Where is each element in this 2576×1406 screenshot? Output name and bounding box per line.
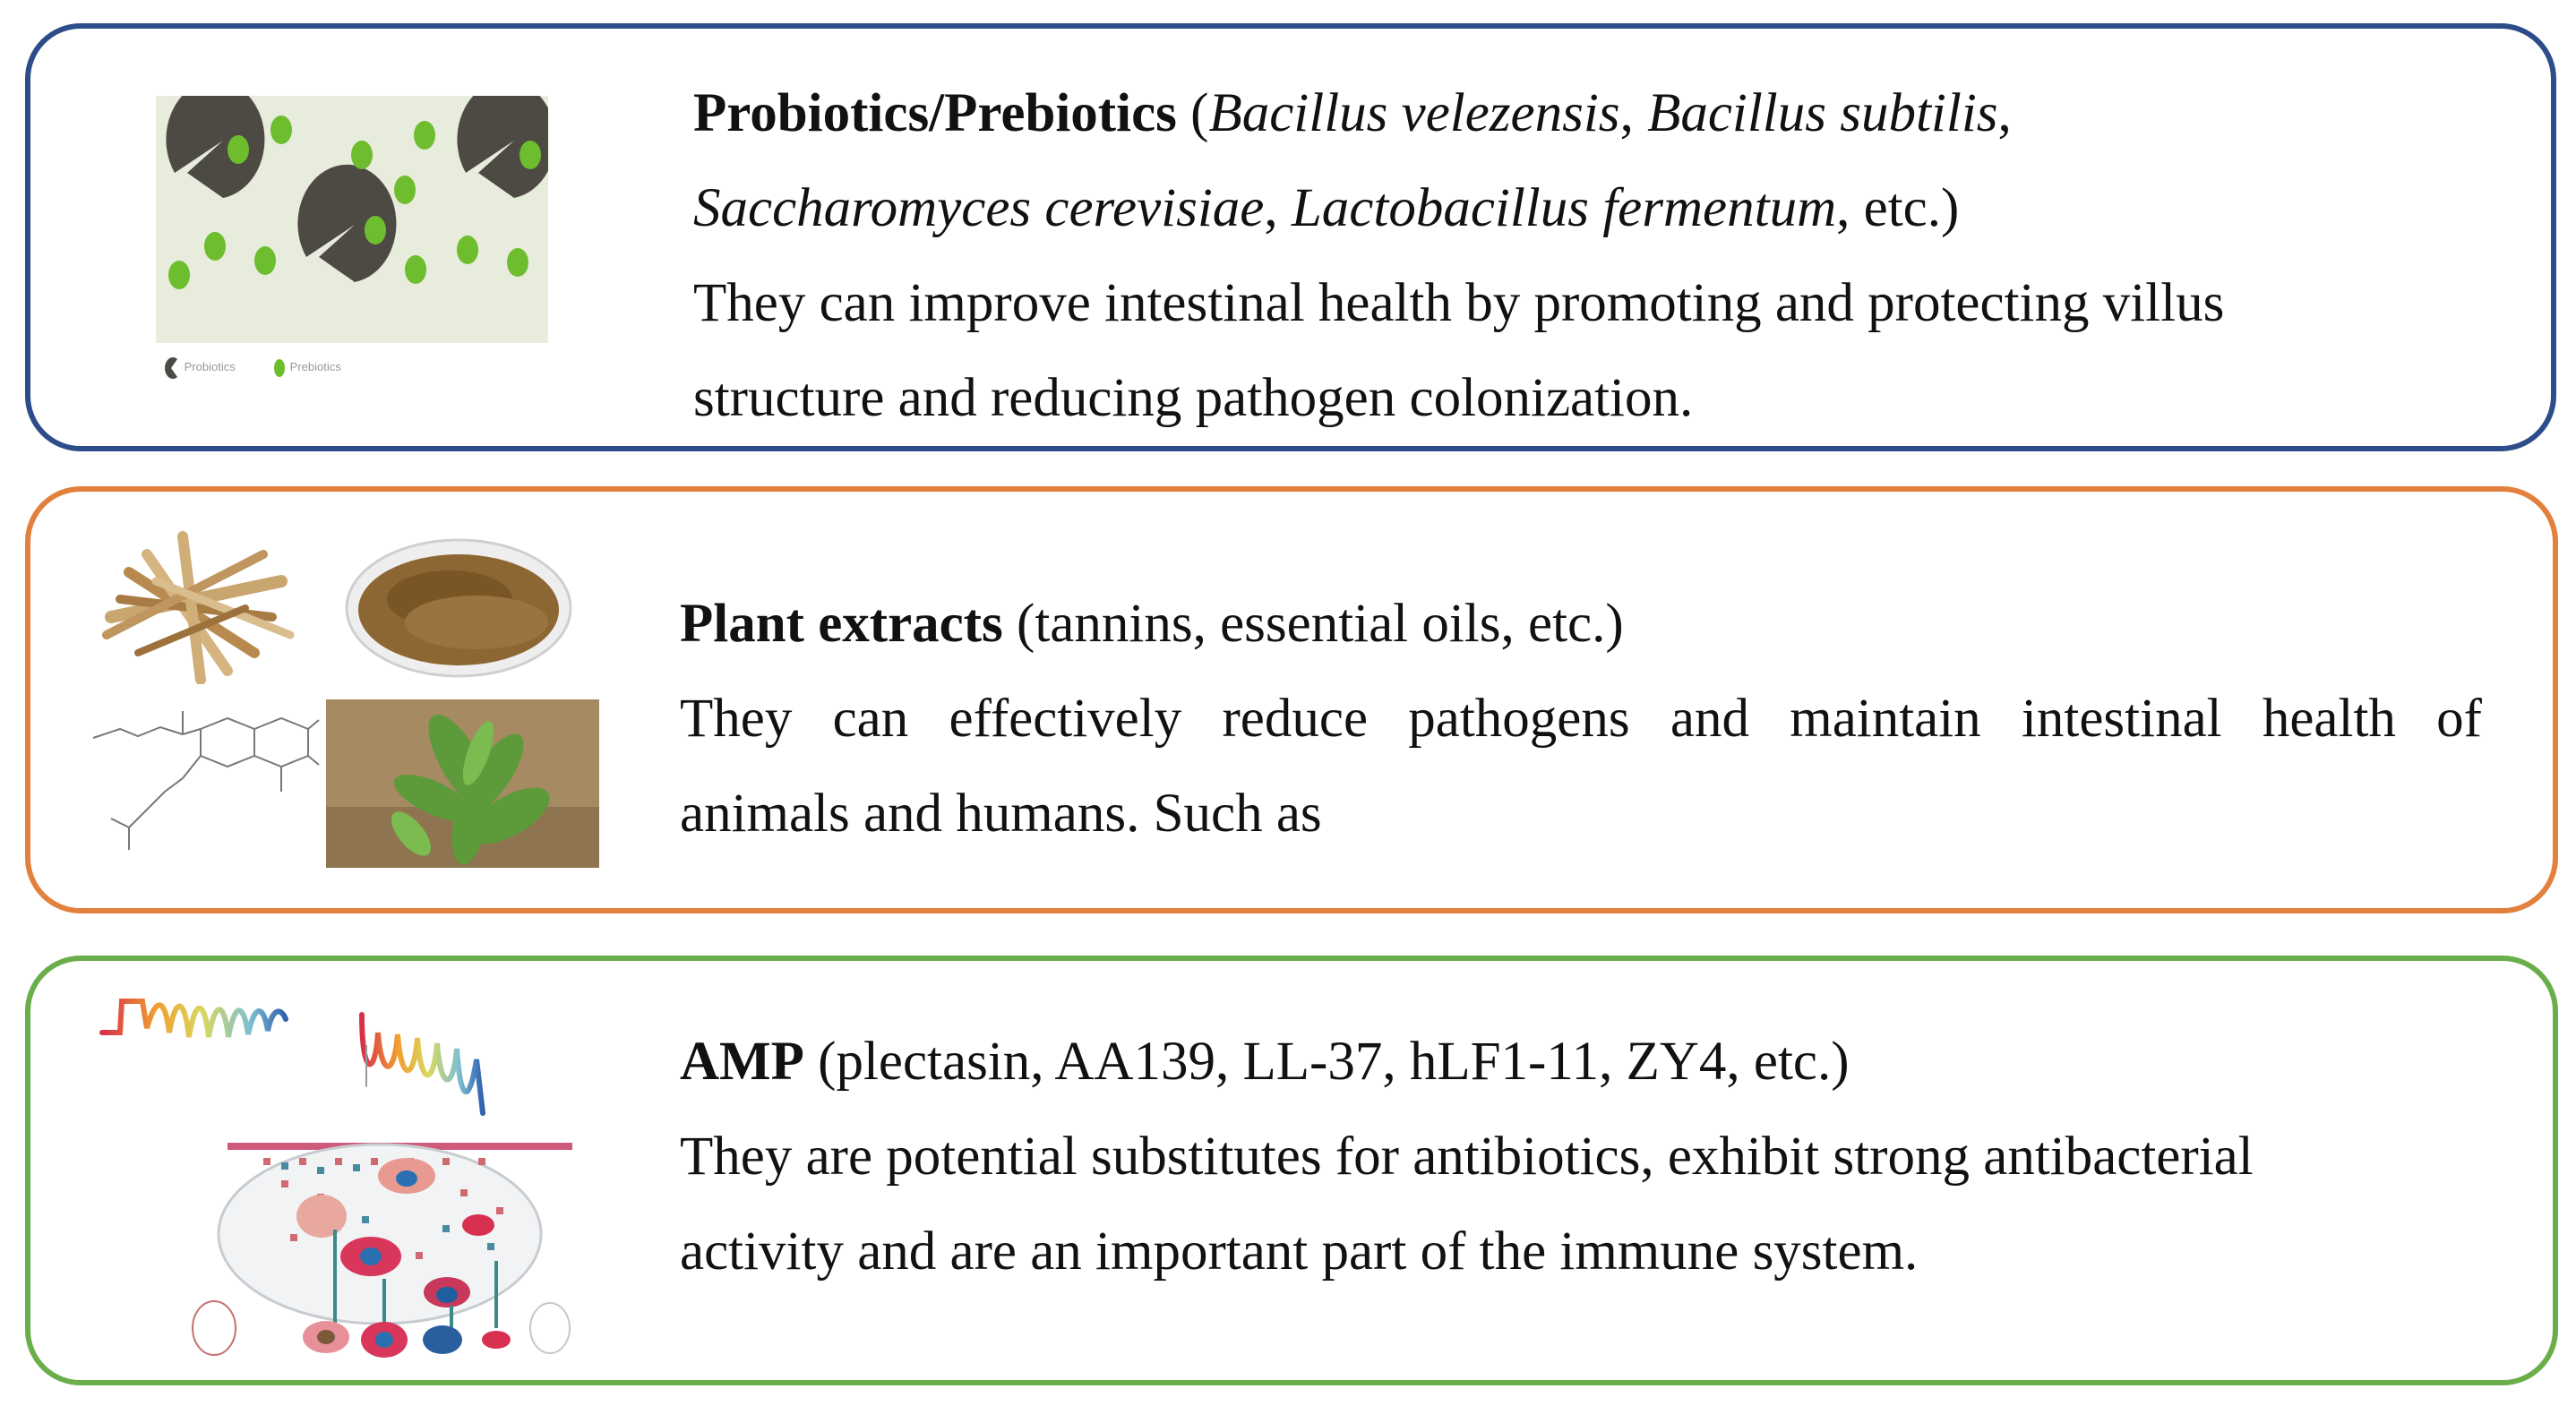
legend-prebiotics: Prebiotics [272,355,341,380]
amp-description-line-2: activity and are an important part of the immune system. [680,1222,1919,1282]
plant-extracts-description-line-2: animals and humans. Such as [680,784,1322,844]
plant-extracts-description-line-1: They can effectively reduce pathogens and maintain intestinal health of [680,689,2482,749]
probiotic-pacman-icon [165,356,181,381]
amp-text [680,1015,2254,1299]
probiotics-text [693,66,2224,446]
plant-extracts-card [25,486,2558,913]
species-name: Lactobacillus fermentum [1291,178,1837,238]
plant-extracts-description-line-1-wrap [680,672,2482,767]
plant-extracts-heading [680,577,2482,672]
herb-plant-image [326,699,599,868]
plant-extracts-examples: (tannins, essential oils, etc.) [1002,594,1624,654]
plant-extracts-title: Plant extracts [680,594,1003,654]
species-name: Saccharomyces cerevisiae [693,178,1265,238]
legend-probiotics: Probiotics [165,355,236,380]
probiotics-title: Probiotics/Prebiotics [693,83,1177,143]
amp-heading [680,1015,2254,1110]
chemical-structure-image [84,693,326,859]
peptide-helix-image [93,979,595,1131]
amp-card [25,956,2558,1385]
prebiotic-dot-icon [272,356,287,381]
plant-extracts-text [680,577,2482,862]
illustration-legend [165,351,389,387]
membrane-cell-interaction-image [192,1127,586,1364]
probiotics-description-line-1: They can improve intestinal health by promoting and protecting villus [693,273,2225,333]
probiotic-pacman-icon [156,96,548,343]
amp-description-line-1: They are potential substitutes for antibiotics, exhibit strong antibacterial [680,1127,2254,1187]
amp-title: AMP [680,1032,804,1092]
species-name: Bacillus subtilis [1647,83,1998,143]
amp-examples: (plectasin, AA139, LL-37, hLF1-11, ZY4, etc.) [803,1032,1850,1092]
probiotics-card [25,23,2556,451]
extract-powder-dish-image [342,536,575,680]
dried-roots-image [93,527,299,684]
probiotics-description-line-2: structure and reducing pathogen colonization. [693,368,1694,428]
probiotics-illustration [156,96,548,343]
species-name: Bacillus velezensis [1208,83,1620,143]
probiotics-heading-line-1: Probiotics/Prebiotics (Bacillus velezensis, Bacillus subtilis, [693,83,2012,143]
probiotics-heading-line-2: Saccharomyces cerevisiae, Lactobacillus fermentum, etc.) [693,178,1960,238]
